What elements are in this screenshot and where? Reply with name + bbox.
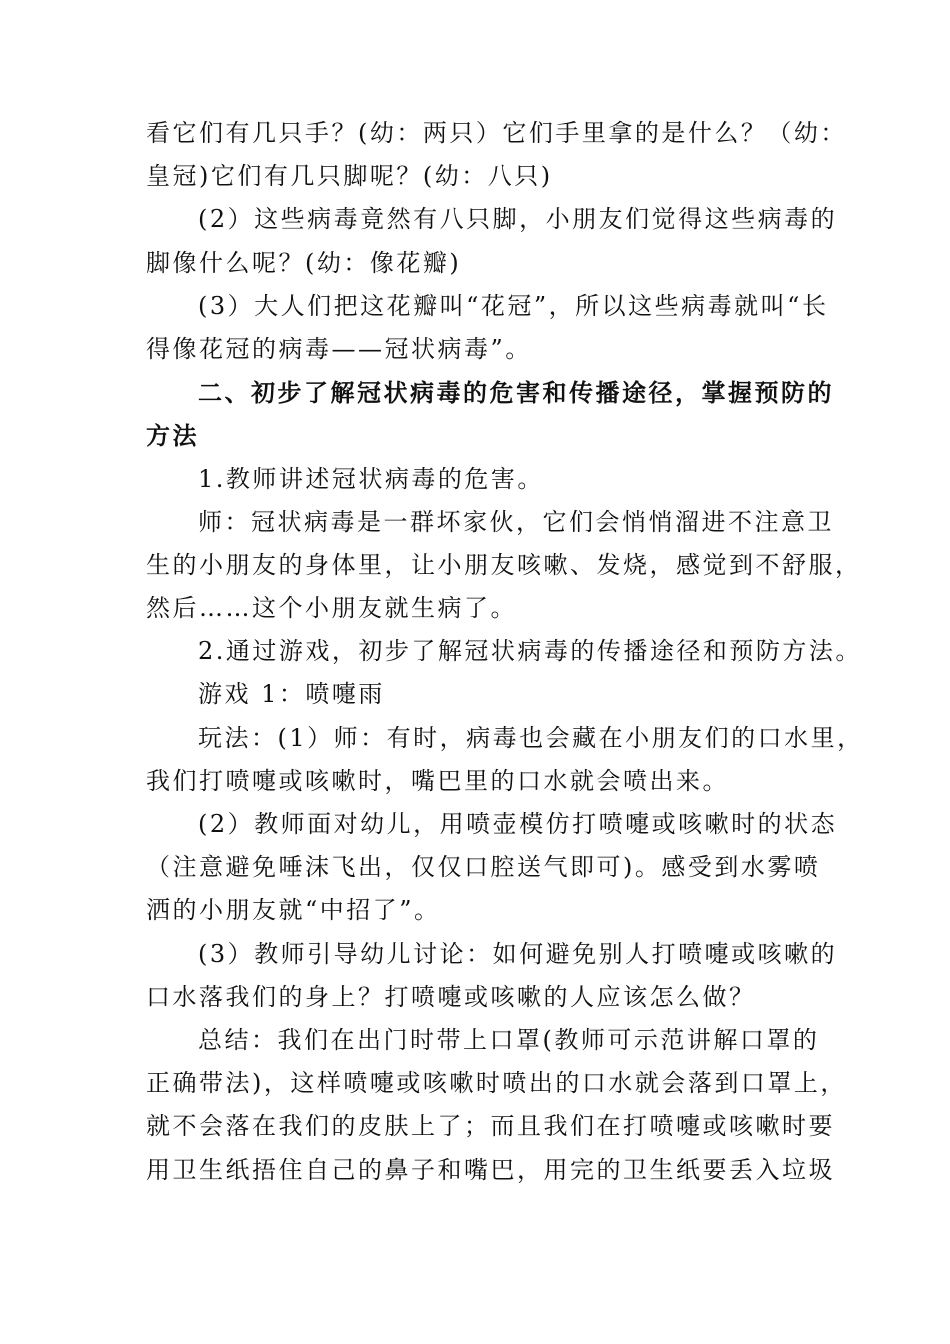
text-line: 总结：我们在出门时带上口罩(教师可示范讲解口罩的	[198, 1025, 820, 1054]
text-line: 脚像什么呢？(幼：像花瓣)	[146, 248, 462, 277]
text-line: (3）大人们把这花瓣叫“花冠”，所以这些病毒就叫“长	[198, 291, 829, 320]
text-line: 看它们有几只手？(幼：两只）它们手里拿的是什么？（幼：	[146, 119, 847, 147]
text-line: 就不会落在我们的皮肤上了；而且我们在打喷嚏或咳嗽时要	[146, 1112, 835, 1141]
section-heading: 二、初步了解冠状病毒的危害和传播途径，掌握预防的	[198, 378, 834, 408]
text-line: 玩法：(1）师：有时，病毒也会藏在小朋友们的口水里，	[198, 723, 864, 752]
text-line: 洒的小朋友就“中招了”。	[146, 896, 441, 925]
text-line: 口水落我们的身上？打喷嚏或咳嗽的人应该怎么做？	[146, 982, 756, 1011]
text-line: (2）教师面对幼儿，用喷壶模仿打喷嚏或咳嗽时的状态	[198, 810, 838, 838]
section-heading: 方法	[146, 421, 199, 451]
text-line: 师：冠状病毒是一群坏家伙，它们会悄悄溜进不注意卫	[198, 507, 834, 536]
text-line: 生的小朋友的身体里，让小朋友咳嗽、发烧，感觉到不舒服，	[146, 550, 862, 579]
text-line: 我们打喷嚏或咳嗽时，嘴巴里的口水就会喷出来。	[146, 766, 729, 795]
text-line: 用卫生纸捂住自己的鼻子和嘴巴，用完的卫生纸要丢入垃圾	[146, 1155, 835, 1184]
text-line: (2）这些病毒竟然有八只脚，小朋友们觉得这些病毒的	[198, 205, 838, 234]
document-body	[146, 112, 864, 1192]
text-line: (3）教师引导幼儿讨论：如何避免别人打喷嚏或咳嗽的	[198, 939, 838, 968]
text-line: 1.教师讲述冠状病毒的危害。	[198, 464, 544, 493]
text-line: （注意避免唾沫飞出，仅仅口腔送气即可)。感受到水雾喷	[146, 853, 821, 882]
text-line: 游戏 1：喷嚏雨	[198, 680, 385, 709]
text-line: 皇冠)它们有几只脚呢？(幼：八只)	[146, 162, 553, 191]
text-line: 2.通过游戏，初步了解冠状病毒的传播途径和预防方法。	[198, 637, 862, 666]
text-line: 正确带法)，这样喷嚏或咳嗽时喷出的口水就会落到口罩上，	[146, 1069, 847, 1098]
text-line: 得像花冠的病毒——冠状病毒”。	[146, 334, 532, 363]
text-line: 然后……这个小朋友就生病了。	[146, 594, 517, 623]
